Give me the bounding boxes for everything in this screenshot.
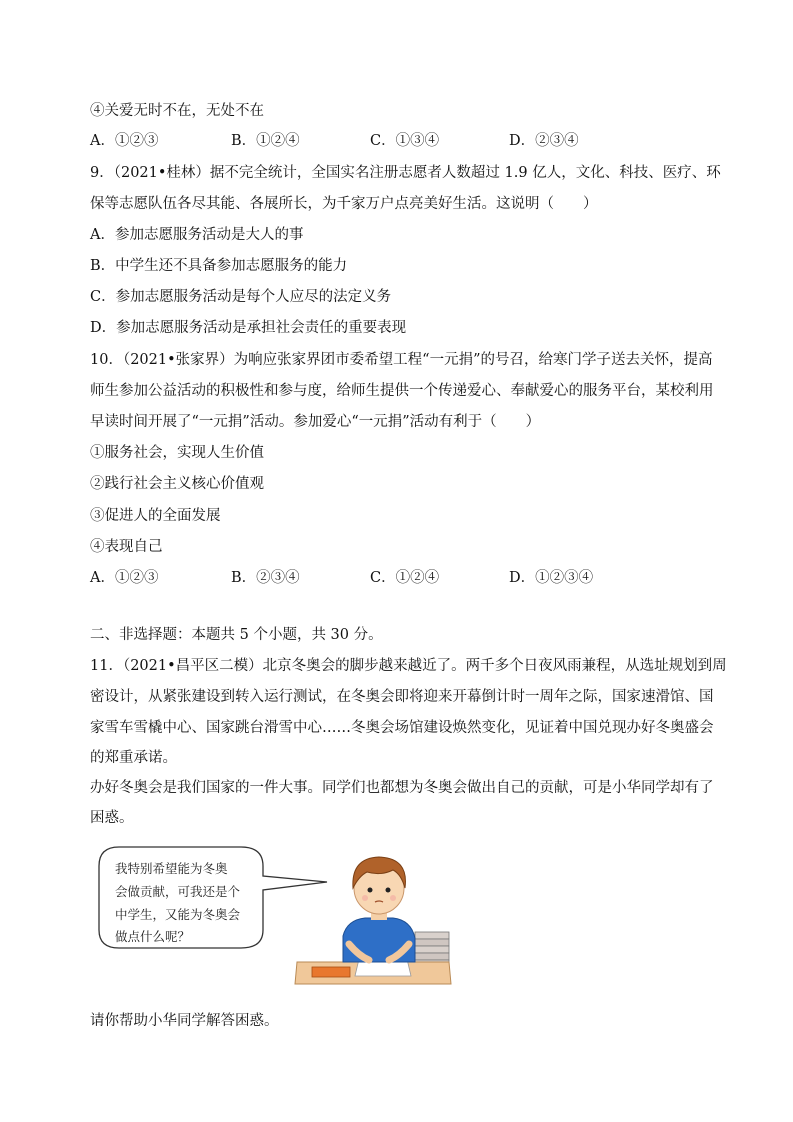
q11-stem-line-1: 11．（2021•昌平区二模）北京冬奥会的脚步越来越近了。两千多个日夜风雨兼程，从选址规划到周 bbox=[90, 658, 727, 674]
q9-stem-line-2: 保等志愿队伍各尽其能、各展所长，为千家万户点亮美好生活。这说明（ ） bbox=[90, 196, 598, 212]
q10-item-4: ④表现自己 bbox=[90, 539, 163, 555]
q9-option-c: C．参加志愿服务活动是每个人应尽的法定义务 bbox=[90, 289, 392, 305]
q11-para2-line-2: 困惑。 bbox=[90, 810, 134, 826]
bubble-line-3: 中学生，又能为冬奥会 bbox=[115, 907, 241, 922]
q11-stem-line-2: 密设计，从紧张建设到转入运行测试，在冬奥会即将迎来开幕倒计时一周年之际，国家速滑馆、国 bbox=[90, 689, 714, 705]
q9-option-d: D．参加志愿服务活动是承担社会责任的重要表现 bbox=[90, 320, 407, 336]
q9-stem-line-1: 9．（2021•桂林）据不完全统计，全国实名注册志愿者人数超过 1.9 亿人，文化、科技、医疗、环 bbox=[90, 165, 721, 181]
q10-option-b: B．②③④ bbox=[231, 570, 300, 586]
q10-item-2: ②践行社会主义核心价值观 bbox=[90, 476, 264, 492]
q10-option-a: A．①②③ bbox=[90, 570, 159, 586]
q8-option-c: C．①③④ bbox=[370, 133, 440, 149]
q10-option-c: C．①②④ bbox=[370, 570, 440, 586]
q11-stem-line-4: 的郑重承诺。 bbox=[90, 750, 177, 766]
q10-stem-line-2: 师生参加公益活动的积极性和参与度，给师生提供一个传递爱心、奉献爱心的服务平台，某校利用 bbox=[90, 383, 714, 399]
q11-para2-line-1: 办好冬奥会是我们国家的一件大事。同学们也都想为冬奥会做出自己的贡献，可是小华同学却有了 bbox=[90, 780, 714, 796]
q8-option-b: B．①②④ bbox=[231, 133, 300, 149]
q10-item-3: ③促进人的全面发展 bbox=[90, 508, 221, 524]
q8-option-d: D．②③④ bbox=[509, 133, 579, 149]
q8-item-4: ④关爱无时不在，无处不在 bbox=[90, 103, 264, 119]
q8-options bbox=[90, 131, 710, 151]
q9-option-b: B．中学生还不具备参加志愿服务的能力 bbox=[90, 258, 348, 274]
bubble-line-2: 会做贡献，可我还是个 bbox=[115, 884, 241, 899]
q11-illustration bbox=[97, 844, 457, 989]
q9-option-a: A．参加志愿服务活动是大人的事 bbox=[90, 227, 304, 243]
bubble-line-4: 做点什么呢？ bbox=[115, 929, 191, 944]
bubble-line-1: 我特别希望能为冬奥 bbox=[115, 861, 228, 876]
q11-stem-line-3: 家雪车雪橇中心、国家跳台滑雪中心……冬奥会场馆建设焕然变化，见证着中国兑现办好冬奥盛会 bbox=[90, 720, 714, 736]
q10-stem-line-1: 10．（2021•张家界）为响应张家界团市委希望工程“一元捐”的号召，给寒门学子送去关怀，提高 bbox=[90, 352, 713, 368]
q11-question: 请你帮助小华同学解答困惑。 bbox=[90, 1013, 279, 1029]
section-2-heading: 二、非选择题：本题共 5 个小题，共 30 分。 bbox=[90, 627, 383, 643]
student-cartoon-illustration bbox=[97, 844, 457, 989]
q10-option-d: D．①②③④ bbox=[509, 570, 594, 586]
q8-option-a: A．①②③ bbox=[90, 133, 159, 149]
student-shirt bbox=[343, 918, 415, 962]
q10-stem-line-3: 早读时间开展了“一元捐”活动。参加爱心“一元捐”活动有利于（ ） bbox=[90, 414, 541, 430]
pencil-case bbox=[312, 967, 350, 977]
q10-options bbox=[90, 568, 710, 588]
q10-item-1: ①服务社会，实现人生价值 bbox=[90, 445, 264, 461]
